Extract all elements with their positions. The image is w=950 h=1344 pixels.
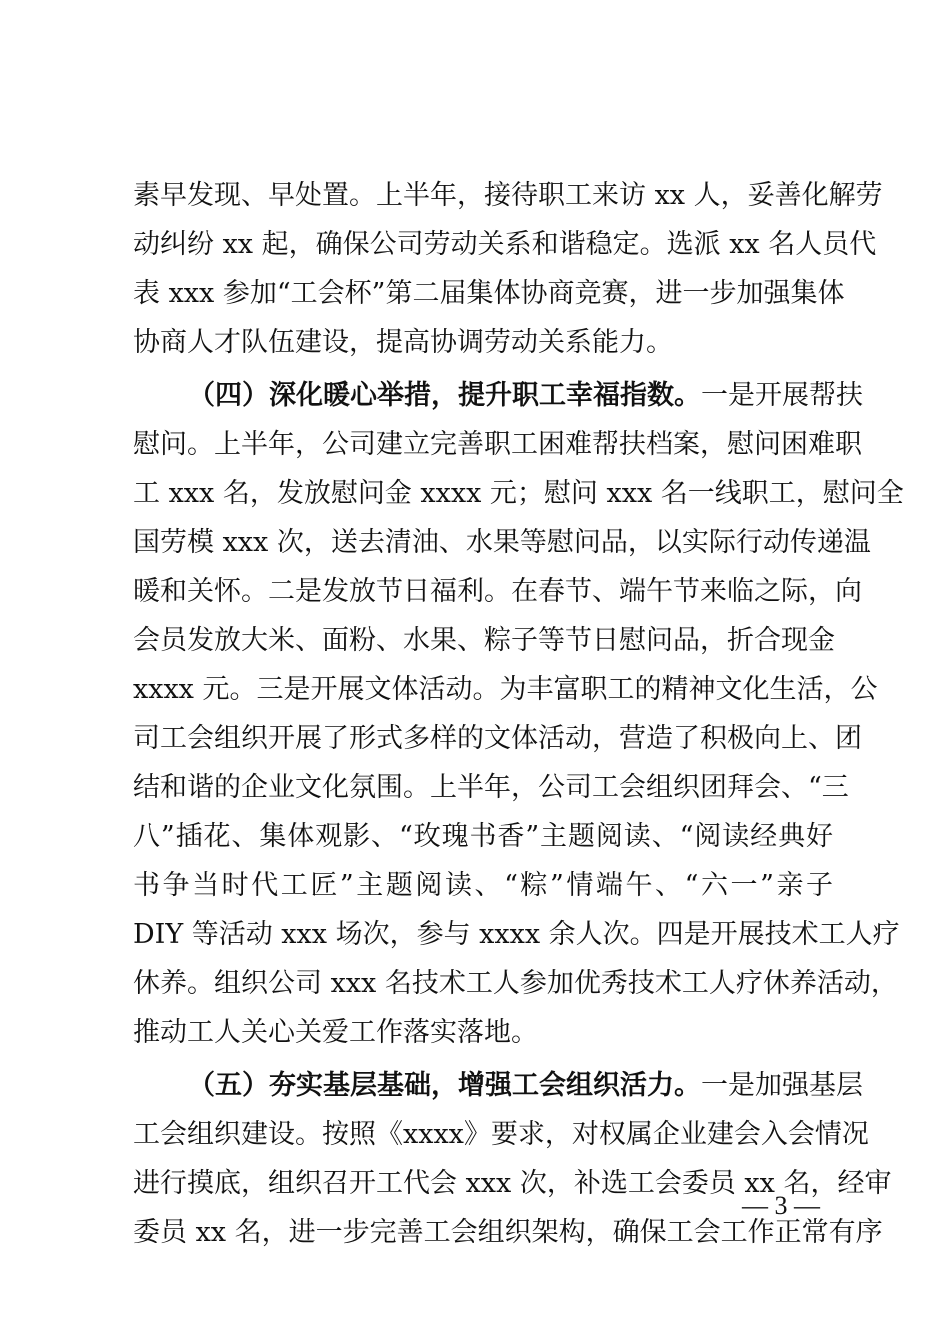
section-first-line	[188, 1063, 863, 1109]
body-line: 委员 xx 名，进一步完善工会组织架构，确保工会工作正常有序	[133, 1217, 883, 1248]
body-line: DIY 等活动 xxx 场次，参与 xxxx 余人次。四是开展技术工人疗	[133, 919, 900, 950]
body-line: 慰问。上半年，公司建立完善职工困难帮扶档案，慰问困难职	[133, 429, 862, 460]
body-line: 国劳模 xxx 次，送去清油、水果等慰问品，以实际行动传递温	[133, 527, 871, 558]
section-heading-5: （五）夯实基层基础，增强工会组织活力。	[188, 1070, 701, 1101]
body-line: 书争当时代工匠”主题阅读、“粽”情端午、“六一”亲子	[133, 870, 833, 901]
section-first-line-text: 一是加强基层	[701, 1070, 863, 1101]
section-first-line	[188, 373, 863, 419]
body-line: 表 xxx 参加“工会杯”第二届集体协商竞赛，进一步加强集体	[133, 278, 845, 309]
body-line: 暖和关怀。二是发放节日福利。在春节、端午节来临之际，向	[133, 576, 862, 607]
body-line: 结和谐的企业文化氛围。上半年，公司工会组织团拜会、“三	[133, 772, 849, 803]
body-line: 工会组织建设。按照《xxxx》要求，对权属企业建会入会情况	[133, 1119, 869, 1150]
body-line: 动纠纷 xx 起，确保公司劳动关系和谐稳定。选派 xx 名人员代	[133, 229, 877, 260]
body-line: 推动工人关心关爱工作落实落地。	[133, 1017, 538, 1048]
body-line: 会员发放大米、面粉、水果、粽子等节日慰问品，折合现金	[133, 625, 835, 656]
body-line: 素早发现、早处置。上半年，接待职工来访 xx 人，妥善化解劳	[133, 180, 883, 211]
body-line: 工 xxx 名，发放慰问金 xxxx 元；慰问 xxx 名一线职工，慰问全	[133, 478, 904, 509]
body-line: 八”插花、集体观影、“玫瑰书香”主题阅读、“阅读经典好	[133, 821, 833, 852]
section-first-line-text: 一是开展帮扶	[701, 380, 863, 411]
body-line: 协商人才队伍建设，提高协调劳动关系能力。	[133, 327, 673, 358]
body-line: xxxx 元。三是开展文体活动。为丰富职工的精神文化生活，公	[133, 674, 878, 705]
page-number: — 3 —	[742, 1191, 820, 1220]
body-line: 休养。组织公司 xxx 名技术工人参加优秀技术工人疗休养活动，	[133, 968, 898, 999]
body-line: 司工会组织开展了形式多样的文体活动，营造了积极向上、团	[133, 723, 862, 754]
section-heading-4: （四）深化暖心举措，提升职工幸福指数。	[188, 380, 701, 411]
body-line: 进行摸底，组织召开工代会 xxx 次，补选工会委员 xx 名，经审	[133, 1168, 892, 1199]
